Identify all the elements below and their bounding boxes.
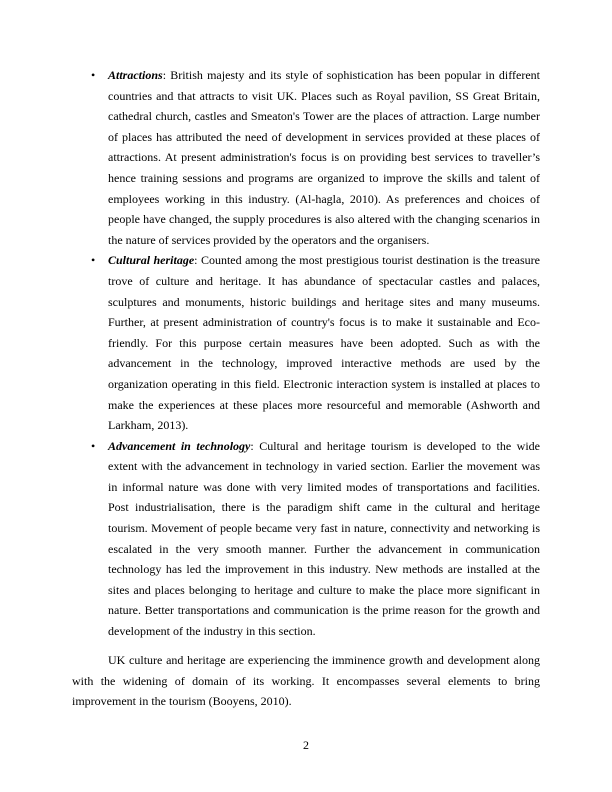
body-paragraph: UK culture and heritage are experiencing the imminence growth and development along with the widening of domain of its working. It encompasses several elements to bring improvement in the tourism (Booyens, 2010). bbox=[72, 653, 540, 709]
bullet-list bbox=[91, 65, 541, 642]
bullet-title: Cultural heritage bbox=[108, 253, 195, 268]
bullet-item-attractions bbox=[91, 65, 540, 250]
bullet-body: : Cultural and heritage tourism is developed to the wide extent with the advancement in technology in varied section. Earlier the movement was in informal nature was done with very limited modes of transportations and facilities. Post industrialisation, there is the paradigm shift came in the cultural and heritage tourism. Movement of people became very fast in nature, connectivity and networking is escalated in the very smooth manner. Further the advancement in communication technology has led the improvement in this industry. New methods are installed at the sites and places belonging to heritage and culture to make the place more significant in nature. Better transportations and communication is the prime reason for the growth and development of the industry in this section. bbox=[108, 438, 541, 639]
bullet-title: Attractions bbox=[108, 68, 163, 82]
bullet-item-advancement-in-technology bbox=[91, 436, 541, 642]
bullet-item-cultural-heritage bbox=[91, 250, 541, 435]
page-number: 2 bbox=[303, 738, 309, 752]
bullet-icon: • bbox=[91, 68, 96, 82]
bullet-body: : Counted among the most prestigious tourist destination is the treasure trove of culture and heritage. It has abundance of spectacular castles and palaces, sculptures and monuments, historic buildings and heritage sites and many museums. Further, at present administration of country's focus is to make it sustainable and Eco-friendly. For this purpose certain measures have been adopted. Such as with the advancement in the technology, improved interactive methods are used by the organization operating in this field. Electronic interaction system is installed at places to make the experiences at these places more resourceful and memorable (Ashworth and Larkham, 2013). bbox=[108, 253, 541, 433]
bullet-icon: • bbox=[91, 438, 96, 453]
bullet-title: Advancement in technology bbox=[108, 438, 251, 453]
bullet-icon: • bbox=[91, 253, 96, 268]
bullet-body: : British majesty and its style of sophistication has been popular in different countries and that attracts to visit UK. Places such as Royal pavilion, SS Great Britain, cathedral church, castles and Smeaton's Tower are the places of attraction. Large number of places has attributed the need of development in services provided at these places of attractions. At present administration's focus is on providing best services to traveller’s hence training sessions and programs are organized to improve the skills and talent of employees working in this industry. (Al-hagla, 2010). As preferences and choices of people have changed, the supply procedures is also altered with the changing scenarios in the nature of services provided by the operators and the organisers. bbox=[108, 68, 540, 247]
